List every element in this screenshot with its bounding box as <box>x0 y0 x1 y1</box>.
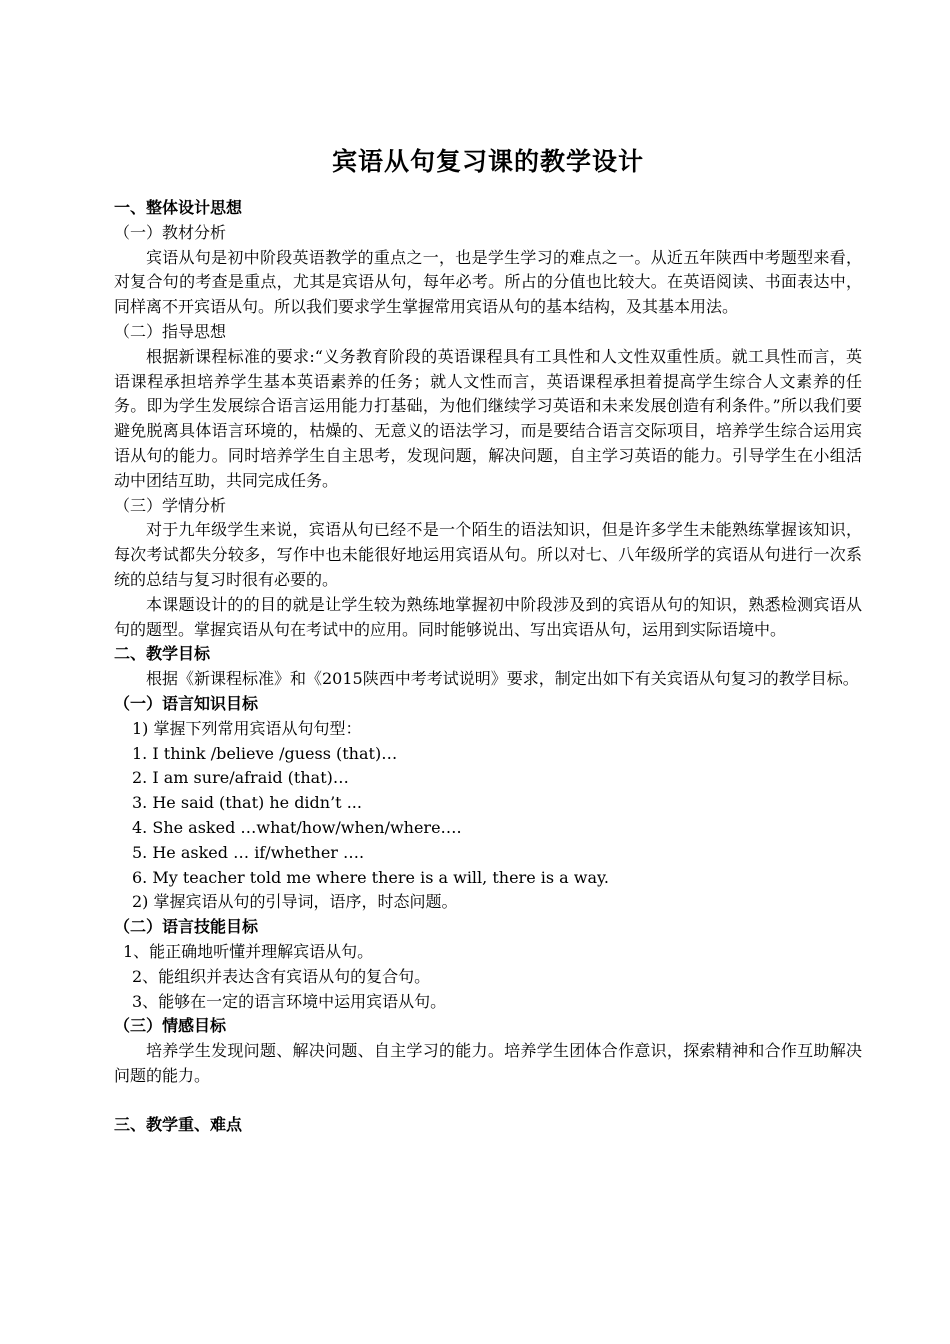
page-title: 宾语从句复习课的教学设计 <box>331 147 644 176</box>
subsection-heading: （二）语言技能目标 <box>114 917 259 937</box>
sentence-pattern: 2. I am sure/afraid (that)… <box>132 768 349 788</box>
paragraph: 对于九年级学生来说，宾语从句已经不是一个陌生的语法知识，但是许多学生未能熟练掌握该知识，每次考试都失分较多，写作中也未能很好地运用宾语从句。所以对七、八年级所学的宾语从句进行一次系统的总结与复习时很有必要的。 <box>114 520 862 589</box>
list-item: 1) 掌握下列常用宾语从句句型： <box>132 718 362 738</box>
sentence-pattern: 3. He said (that) he didn’t ... <box>132 793 362 813</box>
list-item: 1、能正确地听懂并理解宾语从句。 <box>123 941 374 961</box>
list-item: 2) 掌握宾语从句的引导词，语序，时态问题。 <box>132 892 458 912</box>
paragraph: 根据新课程标准的要求:“义务教育阶段的英语课程具有工具性和人文性双重性质。就工具性而言，英语课程承担培养学生基本英语素养的任务；就人文性而言，英语课程承担着提高学生综合人文素养的任务。即为学生发展综合语言运用能力打基础，为他们继续学习英语和未来发展创造有利条件。”所以我们要避免脱离具体语言环境的，枯燥的、无意义的语法学习，而是要结合语言交际项目，培养学生综合运用宾语从句的能力。同时培养学生自主思考，发现问题，解决问题，自主学习英语的能力。引导学生在小组活动中团结互助，共同完成任务。 <box>114 346 862 490</box>
paragraph: 宾语从句是初中阶段英语教学的重点之一，也是学生学习的难点之一。从近五年陕西中考题型来看，对复合句的考查是重点，尤其是宾语从句，每年必考。所占的分值也比较大。在英语阅读、书面表达中，同样离不开宾语从句。所以我们要求学生掌握常用宾语从句的基本结构，及其基本用法。 <box>114 247 862 317</box>
list-item: 3、能够在一定的语言环境中运用宾语从句。 <box>132 991 447 1011</box>
sentence-pattern: 5. He asked … if/whether …. <box>132 842 365 862</box>
paragraph: 本课题设计的的目的就是让学生较为熟练地掌握初中阶段涉及到的宾语从句的知识，熟悉检测宾语从句的题型。掌握宾语从句在考试中的应用。同时能够说出、写出宾语从句，运用到实际语境中。 <box>114 594 862 639</box>
section-heading: 二、教学目标 <box>114 644 211 664</box>
blank-line <box>114 1089 862 1114</box>
sentence-pattern: 6. My teacher told me where there is a will, there is a way. <box>132 867 610 887</box>
section-heading: 三、教学重、难点 <box>114 1115 243 1135</box>
subsection-heading: （一）语言知识目标 <box>114 693 259 713</box>
section-heading: 一、整体设计思想 <box>114 198 243 217</box>
subsection-heading: （三）学情分析 <box>114 495 227 515</box>
subsection-heading: （二）指导思想 <box>114 321 227 341</box>
sentence-pattern: 4. She asked …what/how/when/where…. <box>132 817 462 837</box>
document-body <box>114 146 862 1138</box>
list-item: 2、能组织并表达含有宾语从句的复合句。 <box>132 966 431 986</box>
subsection-heading: （三）情感目标 <box>114 1016 227 1036</box>
paragraph: 根据《新课程标准》和《2015陕西中考考试说明》要求，制定出如下有关宾语从句复习的教学目标。 <box>146 669 859 689</box>
paragraph: 培养学生发现问题、解决问题、自主学习的能力。培养学生团体合作意识，探索精神和合作互助解决问题的能力。 <box>114 1041 862 1085</box>
sentence-pattern: 1. I think /believe /guess (that)… <box>132 743 398 763</box>
subsection-heading: （一）教材分析 <box>114 222 227 242</box>
